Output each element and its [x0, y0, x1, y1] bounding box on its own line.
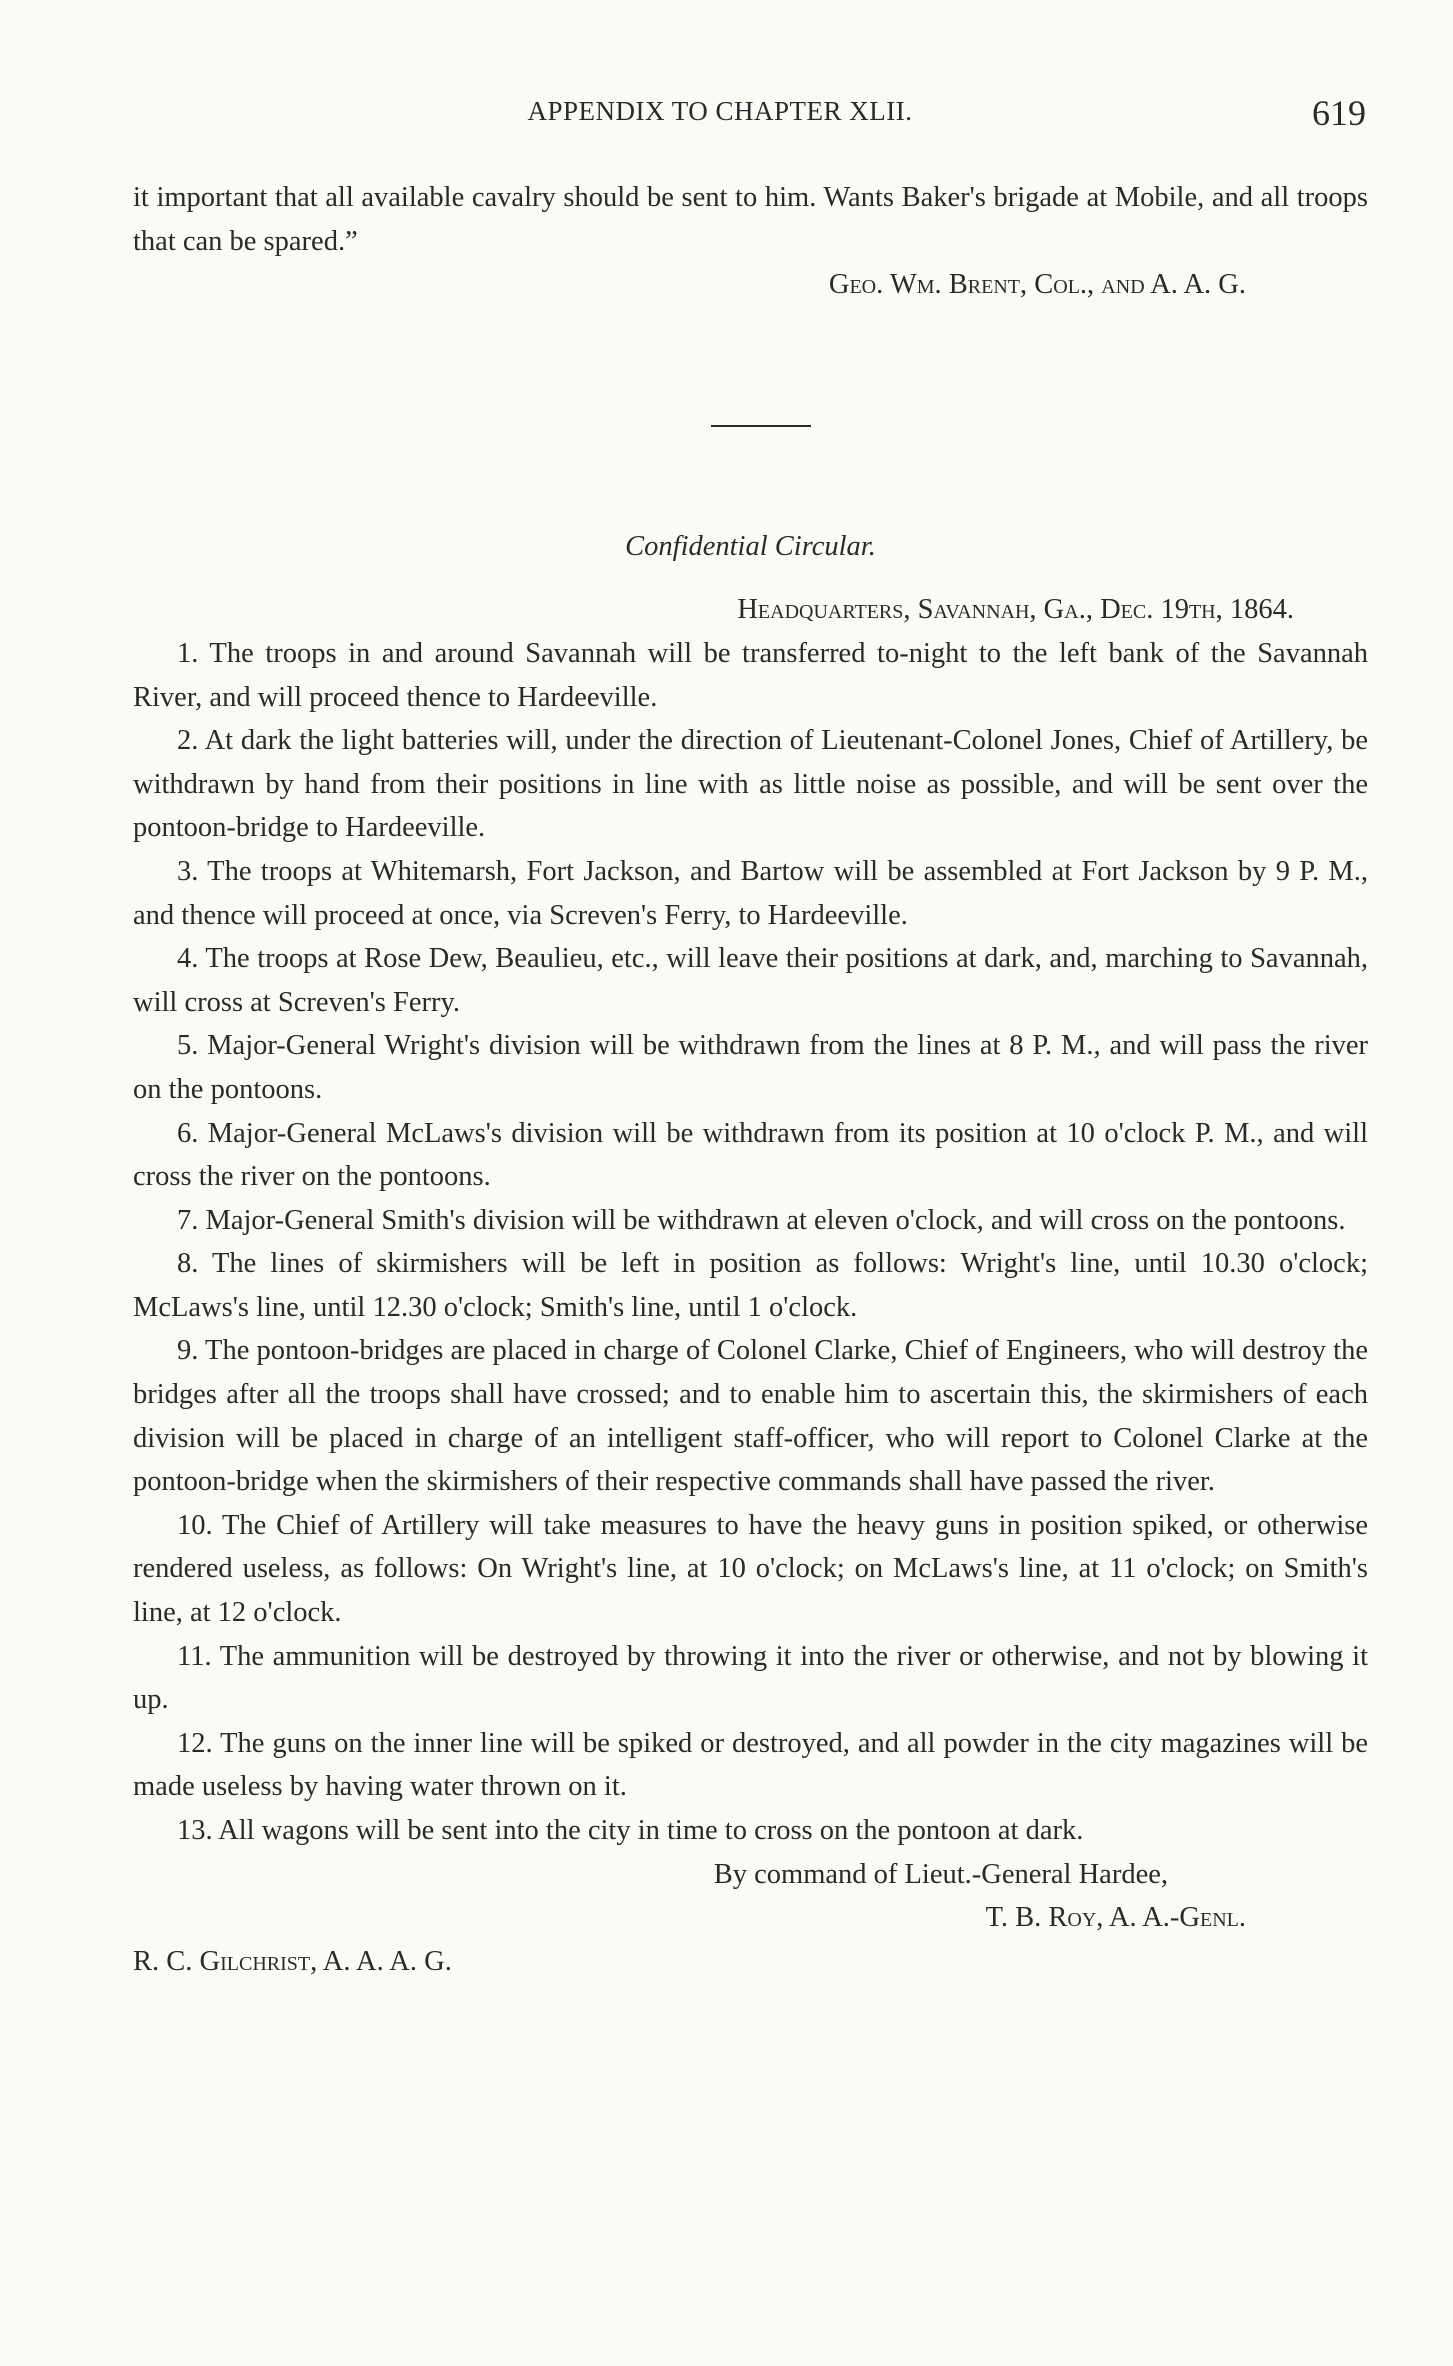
circular-item-2: 2. At dark the light batteries will, under the direction of Lieutenant-Colonel Jones, Chief of Artillery, be withdrawn by hand from their positions in line with as little noise as possible, and will be sent over the pontoon-bridge to Hardeeville. [133, 725, 1368, 844]
letter-signature: Geo. Wm. Brent, Col., and A. A. G. [828, 269, 1246, 301]
circular-item-12: 12. The guns on the inner line will be spiked or destroyed, and all powder in the city magazines will be made useless by having water thrown on it. [133, 1727, 1368, 1803]
circular-item-4: 4. The troops at Rose Dew, Beaulieu, etc., will leave their positions at dark, and, marching to Savannah, will cross at Screven's Ferry. [133, 943, 1368, 1018]
circular-item-6: 6. Major-General McLaws's division will be withdrawn from its position at 10 o'clock P. M., and will cross the river on the pontoons. [133, 1117, 1368, 1193]
page-body [133, 176, 1368, 1983]
circular-item-11: 11. The ammunition will be destroyed by throwing it into the river or otherwise, and not by blowing it up. [133, 1640, 1368, 1716]
circular-item-1: 1. The troops in and around Savannah will be transferred to-night to the left bank of the Savannah River, and will proceed thence to Hardeeville. [133, 637, 1368, 713]
command-line: By command of Lieut.-General Hardee, [713, 1858, 1168, 1890]
circular-item-9: 9. The pontoon-bridges are placed in charge of Colonel Clarke, Chief of Engineers, who will destroy the bridges after all the troops shall have crossed; and to enable him to ascertain this, the skirmishers of each division will be placed in charge of an intelligent staff-officer, who will report to Colonel Clarke at the pontoon-bridge when the skirmishers of their respective commands shall have passed the river. [133, 1335, 1368, 1498]
circular-item-13: 13. All wagons will be sent into the city in time to cross on the pontoon at dark. [177, 1815, 1084, 1846]
circular-items [133, 632, 1368, 1853]
section-divider [711, 425, 811, 427]
running-head: APPENDIX TO CHAPTER XLII. [527, 96, 913, 126]
circular-item-10: 10. The Chief of Artillery will take measures to have the heavy guns in position spiked, or otherwise rendered useless, as follows: On Wright's line, at 10 o'clock; on McLaws's line, at 11 o'clock; on Smith's line, at 12 o'clock. [133, 1509, 1368, 1629]
page-number: 619 [1312, 93, 1366, 133]
countersign: R. C. Gilchrist, A. A. A. G. [133, 1945, 452, 1977]
circular-item-5: 5. Major-General Wright's division will be withdrawn from the lines at 8 P. M., and will pass the river on the pontoons. [133, 1030, 1368, 1105]
circular-item-7: 7. Major-General Smith's division will be withdrawn at eleven o'clock, and will cross on the pontoons. [177, 1204, 1346, 1236]
letter-paragraph: it important that all available cavalry should be sent to him. Wants Baker's brigade at Mobile, and all troops that can be spared.” [133, 182, 1368, 257]
circular-item-3: 3. The troops at Whitemarsh, Fort Jackson, and Bartow will be assembled at Fort Jackson by 9 P. M., and thence will proceed at once, via Screven's Ferry, to Hardeeville. [133, 855, 1368, 931]
circular-item-8: 8. The lines of skirmishers will be left in position as follows: Wright's line, until 10.30 o'clock; McLaws's line, until 12.30 o'clock; Smith's line, until 1 o'clock. [133, 1248, 1368, 1323]
circular-title: Confidential Circular. [625, 530, 876, 562]
headquarters-line: Headquarters, Savannah, Ga., Dec. 19th, 1864. [737, 594, 1294, 626]
signer: T. B. Roy, A. A.-Genl. [985, 1902, 1246, 1934]
